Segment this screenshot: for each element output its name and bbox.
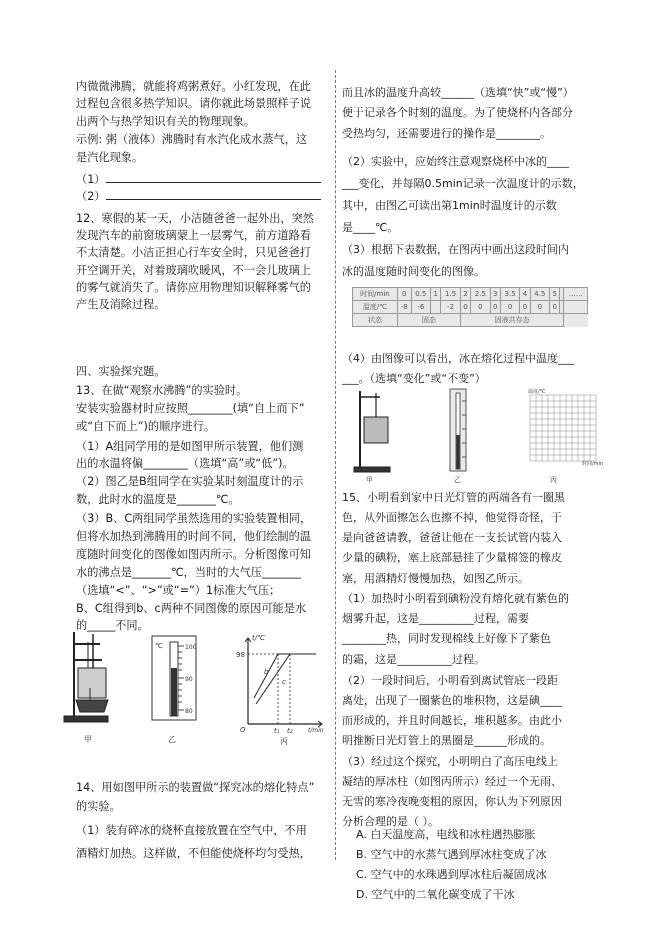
text-line: 受热均匀，还需要进行的操作是________。 [342, 127, 551, 140]
text-line: 色，从外面擦怎么也擦不掉，他觉得奇怪，于 [342, 511, 562, 524]
figure-q14 [350, 385, 604, 485]
temp-cell: -6 [411, 301, 430, 314]
time-cell: 3 [490, 288, 500, 301]
thermo-unit: ℃ [155, 642, 163, 650]
figure-q13 [60, 628, 330, 750]
text-line-content: 是汽化现象。 [76, 151, 144, 164]
grid-ylabel: 温度/℃ [528, 389, 546, 395]
text-line-content: 示例: 粥（液体）沸腾时有水汽化成水蒸气，这 [76, 133, 308, 146]
text-line: （3）根据下表数据，在图丙中画出这段时间内 [342, 243, 569, 256]
time-cell: 0.5 [411, 288, 430, 301]
text-line-content: （2） [76, 190, 106, 203]
text-line: （2）实验中，应始终注意观察烧杯中冰的____ [342, 155, 569, 168]
text-line [76, 457, 294, 471]
label-yi: 乙 [168, 735, 176, 744]
text-line: 分析合理的是（ ）。 [342, 815, 439, 828]
text-line [76, 847, 311, 861]
choice-option[interactable]: C. 空气中的水珠遇到厚冰柱后凝固成冰 [356, 868, 547, 881]
state-mixed: 固液共存态 [460, 314, 564, 327]
text-line [76, 440, 303, 454]
temp-cell: 0 [500, 301, 519, 314]
text-line: 塞，用酒精灯慢慢加热，如图乙所示。 [342, 572, 529, 585]
text-line [76, 800, 121, 814]
text-line-content: 过程包含很多热学知识。请你就此场景照样子说 [76, 97, 311, 110]
time-cell: 0 [397, 288, 411, 301]
text-line-content: 数，此时水的温度是_______℃。 [76, 493, 240, 506]
text-line-content: 安装实验器材时应按照________(填“自上而下” [76, 402, 305, 415]
text-line-content: 度随时间变化的图像如图丙所示。分析图像可知 [76, 548, 311, 561]
text-line [76, 246, 311, 260]
temp-cell: 0 [471, 301, 490, 314]
graph-origin: O [240, 726, 246, 734]
text-line [76, 115, 255, 129]
text-line: ___变化，并每隔0.5min记录一次温度计的示数， [342, 177, 584, 190]
graph-curve-c: c [282, 678, 286, 686]
time-cell: 3.5 [500, 288, 519, 301]
temperature-table [352, 287, 588, 327]
text-line: 少量的碘粉，塞上底部悬挂了少量棉签的橡皮 [342, 551, 562, 564]
thermo-tick-90: 90 [185, 676, 193, 683]
text-line [76, 584, 280, 598]
text-line-content: 12、寒假的某一天，小洁随爸爸一起外出，突然 [76, 212, 314, 225]
text-line-content: （选填“<”、“>”或“=”）1标准大气压； [76, 584, 281, 597]
text-line [76, 172, 321, 187]
text-line-content: （3）B、C两组同学虽然选用的实验装置相同， [76, 512, 312, 525]
text-line-content: 但将水加热到沸腾用的时间不同，他们绘制的温 [76, 530, 311, 543]
text-line [76, 189, 321, 204]
text-line [76, 97, 311, 111]
text-line [76, 384, 247, 398]
table-row-temp [353, 301, 588, 314]
text-line-content: （2）图乙是B组同学在实验某时刻温度计的示 [76, 475, 304, 488]
label-jia-14: 甲 [366, 476, 373, 484]
text-line [76, 212, 314, 226]
temp-cell: 0 [520, 301, 530, 314]
temp-cell [431, 301, 441, 314]
temp-cell: 0 [460, 301, 470, 314]
text-line [76, 298, 166, 312]
temp-cell: 0 [490, 301, 500, 314]
text-line [76, 530, 311, 544]
label-jia: 甲 [84, 735, 92, 744]
table-row-time [353, 288, 588, 301]
grid-bing-14 [530, 395, 596, 461]
text-line: （1）加热时小明看到碘粉没有熔化就有紫色的 [342, 592, 569, 605]
text-line: 冰的温度随时间变化的图像。 [342, 265, 485, 278]
time-cell: 1.5 [441, 288, 460, 301]
choice-option[interactable]: D. 空气中的二氧化碳变成了干冰 [356, 888, 515, 901]
text-line-content: 四、实验探究题。 [76, 365, 166, 378]
text-line [76, 281, 311, 295]
text-line-content: 出的水温将偏________（选填“高”或“低”)。 [76, 457, 294, 470]
column-divider [335, 70, 336, 860]
text-line [76, 512, 311, 526]
graph-curve-b: b [264, 668, 269, 676]
text-line-content: 的_____不同。 [76, 619, 149, 632]
text-line: 是____℃。 [342, 221, 399, 234]
temp-cell [564, 301, 588, 314]
thermo-tick-100: 100 [185, 644, 197, 651]
text-line: （3）经过这个探究，小明明白了高压电线上 [342, 755, 558, 768]
text-line [76, 781, 314, 795]
text-line-content: 不太清楚。小洁正担心行车安全时，只见爸爸打 [76, 246, 311, 259]
table-row-state [353, 314, 588, 327]
text-line: 离处，出现了一圈紫色的堆积物，这是碘____ [342, 694, 562, 707]
text-line [76, 493, 240, 507]
section-heading [76, 365, 166, 379]
thermometer-yi-14 [450, 389, 466, 471]
label-yi-14: 乙 [454, 476, 461, 484]
text-line [76, 151, 143, 165]
text-line: 凝结的厚冰柱（如图丙所示）经过一个无雨、 [342, 775, 562, 788]
label-bing-14: 丙 [550, 476, 557, 484]
grid-xlabel: 时间/min [582, 461, 604, 467]
text-line-content: 13、在做“观察水沸腾”的实验时。 [76, 384, 248, 397]
text-line: 而形成的，并且时间越长，堆积越多。由此小 [342, 714, 562, 727]
text-line-content: 的实验。 [76, 800, 121, 813]
figure-q14-svg [350, 385, 604, 485]
time-cell: 4 [520, 288, 530, 301]
text-line [76, 264, 311, 278]
text-line-content: 酒精灯加热。这样做，不但能使烧杯均匀受热， [76, 847, 311, 860]
text-line [76, 80, 311, 94]
text-line [76, 133, 307, 147]
graph-ytick-98: 98 [236, 651, 245, 659]
text-line: 无雪的寒冷夜晚变粗的原因，你认为下列原因 [342, 795, 562, 808]
text-line-content: 发现汽车的前窗玻璃蒙上一层雾气，前方道路看 [76, 229, 311, 242]
text-line-content: 或“自下而上”)的顺序进行。 [76, 420, 216, 433]
time-label: 时间/min [353, 288, 398, 301]
time-cell: …… [564, 288, 588, 301]
answer-blank[interactable] [106, 189, 321, 200]
text-line-content: 内微微沸腾，就能将鸡粥煮好。小红发现，在此 [76, 80, 311, 93]
text-line-content: 14、用如图甲所示的装置做“探究冰的熔化特点” [76, 781, 315, 794]
text-line-content: （1）A组同学用的是如图甲所示装置，他们测 [76, 440, 304, 453]
time-cell: 4.5 [530, 288, 549, 301]
apparatus-jia-14 [354, 391, 390, 472]
text-line-content: 水的沸点是_______℃，当时的大气压_______ [76, 566, 302, 579]
text-line-content: 的雾气就消失了。请你应用物理知识解释雾气的 [76, 281, 311, 294]
choice-option[interactable]: A. 白天温度高，电线和冰柱遇热膨胀 [356, 828, 536, 841]
apparatus-jia [64, 632, 108, 722]
answer-blank[interactable] [106, 172, 321, 183]
text-line [76, 229, 311, 243]
state-solid: 固态 [397, 314, 460, 327]
text-line-content: 开空调开关，对着玻璃吹暖风，不一会儿玻璃上 [76, 264, 311, 277]
temp-cell: -2 [441, 301, 460, 314]
text-line: （4）由图像可以看出，冰在熔化过程中温度___ [342, 352, 575, 365]
graph-xlabel: t/min [308, 727, 324, 734]
text-line-content: （1） [76, 173, 106, 186]
text-line: （2）一段时间后，小明看到离试管底一段距 [342, 674, 558, 687]
state-label: 状态 [353, 314, 398, 327]
temp-cell: -8 [397, 301, 411, 314]
text-line: 的霜，这是__________过程。 [342, 653, 485, 666]
text-line [76, 548, 311, 562]
text-line: 15、小明看到家中日光灯管的两端各有一圈黑 [342, 491, 565, 504]
temp-label: 温度/℃ [353, 301, 398, 314]
text-line [76, 566, 301, 580]
text-line-content: B、C组得到b、c两种不同图像的原因可能是水 [76, 602, 307, 615]
text-line [76, 602, 306, 616]
time-cell: 5 [550, 288, 560, 301]
text-line: 烟雾升起，这是__________过程，需要 [342, 612, 529, 625]
text-line [76, 420, 215, 434]
graph-ylabel: t/℃ [252, 634, 265, 642]
time-cell: 2.5 [471, 288, 490, 301]
text-line [76, 824, 307, 838]
text-line: ___。（选填“变化”或“不变”） [342, 372, 486, 385]
choice-option[interactable]: B. 空气中的水蒸气遇到厚冰柱变成了冰 [356, 848, 547, 861]
text-line [76, 402, 305, 416]
text-line: ________热，同时发现棉线上好像下了紫色 [342, 632, 551, 645]
text-line-content: 产生及消除过程。 [76, 298, 166, 311]
text-line: 是向爸爸请教，爸爸让他在一支长试管内装入 [342, 531, 562, 544]
time-cell: 1 [431, 288, 441, 301]
text-line-content: （1）装有碎冰的烧杯直接放置在空气中，不用 [76, 824, 307, 837]
text-line: 明推断日光灯管上的黑圈是______形成的。 [342, 734, 551, 747]
time-cell: 2 [460, 288, 470, 301]
thermo-tick-80: 80 [185, 708, 193, 715]
text-line [76, 475, 303, 489]
text-line: 而且冰的温度升高较______（选填“快”或“慢”） [342, 86, 574, 99]
graph-xtick-t2: t₂ [287, 727, 293, 735]
text-line: 其中，由图乙可读出第1min时温度计的示数 [342, 199, 557, 212]
graph-xtick-t1: t₁ [274, 727, 280, 735]
text-line: 便于记录各个时刻的温度。为了使烧杯内各部分 [342, 106, 573, 119]
figure-q13-svg [60, 628, 330, 750]
text-line-content: 出两个与热学知识有关的物理现象。 [76, 115, 256, 128]
temp-cell: 0 [550, 301, 560, 314]
label-bing: 丙 [280, 737, 288, 746]
temp-cell: 0 [530, 301, 549, 314]
